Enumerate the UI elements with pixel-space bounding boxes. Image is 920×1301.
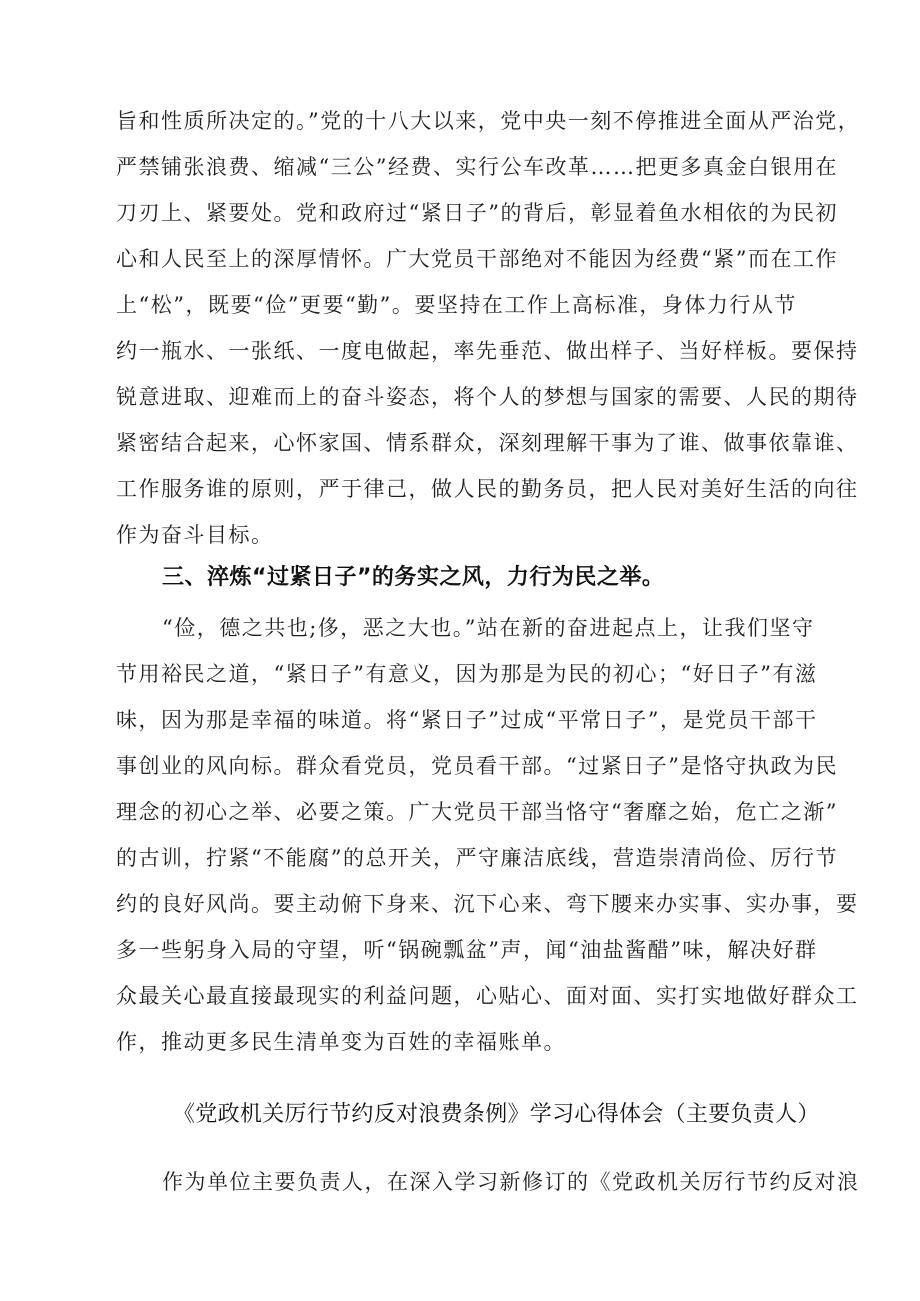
text-line: 作为奋斗目标。 xyxy=(116,523,274,547)
text-line: 刀刃上、紧要处。党和政府过“紧日子”的背后，彰显着鱼水相依的为民初 xyxy=(116,201,838,225)
text-line: 事创业的风向标。群众看党员，党员看干部。“过紧日子”是恪守执政为民 xyxy=(116,754,838,778)
text-line: 心和人民至上的深厚情怀。广大党员干部绝对不能因为经费“紧”而在工作 xyxy=(116,247,838,271)
article-title: 《党政机关厉行节约反对浪费条例》学习心得体会（主要负责人） xyxy=(173,1102,820,1127)
text-line: 多一些躬身入局的守望，听“锅碗瓢盆”声，闻“油盐酱醋”味，解决好群 xyxy=(116,938,818,962)
text-line: 严禁铺张浪费、缩减“三公”经费、实行公车改革……把更多真金白银用在 xyxy=(116,155,838,179)
section-heading: 三、淬炼“过紧日子”的务实之风，力行为民之举。 xyxy=(162,565,665,590)
text-line: 约的良好风尚。要主动俯下身来、沉下心来、弯下腰来办实事、实办事，要 xyxy=(116,892,859,916)
text-line: 工作服务谁的原则，严于律己，做人民的勤务员，把人民对美好生活的向往 xyxy=(116,477,859,501)
text-line: 紧密结合起来，心怀家国、情系群众，深刻理解干事为了谁、做事依靠谁、 xyxy=(116,431,859,455)
text-line: 节用裕民之道，“紧日子”有意义，因为那是为民的初心；“好日子”有滋 xyxy=(116,662,818,686)
text-line: 的古训，拧紧“不能腐”的总开关，严守廉洁底线，营造崇清尚俭、厉行节 xyxy=(116,846,838,870)
text-line: 众最关心最直接最现实的利益问题，心贴心、面对面、实打实地做好群众工 xyxy=(116,984,859,1008)
text-line: 旨和性质所决定的。”党的十八大以来，党中央一刻不停推进全面从严治党， xyxy=(116,109,861,133)
text-line: 作，推动更多民生清单变为百姓的幸福账单。 xyxy=(116,1030,566,1054)
text-line: 作为单位主要负责人，在深入学习新修订的《党政机关厉行节约反对浪 xyxy=(162,1170,860,1194)
text-line: 锐意进取、迎难而上的奋斗姿态，将个人的梦想与国家的需要、人民的期待 xyxy=(116,385,859,409)
text-line: 上“松”，既要“俭”更要“勤”。要坚持在工作上高标准，身体力行从节 xyxy=(116,293,797,317)
text-line: 理念的初心之举、必要之策。广大党员干部当恪守“奢靡之始，危亡之渐” xyxy=(116,800,838,824)
text-line: 味，因为那是幸福的味道。将“紧日子”过成“平常日子”，是党员干部干 xyxy=(116,708,818,732)
text-line: 约一瓶水、一张纸、一度电做起，率先垂范、做出样子、当好样板。要保持 xyxy=(116,339,859,363)
text-line: “俭，德之共也;侈，恶之大也。”站在新的奋进起点上，让我们坚守 xyxy=(162,616,815,640)
